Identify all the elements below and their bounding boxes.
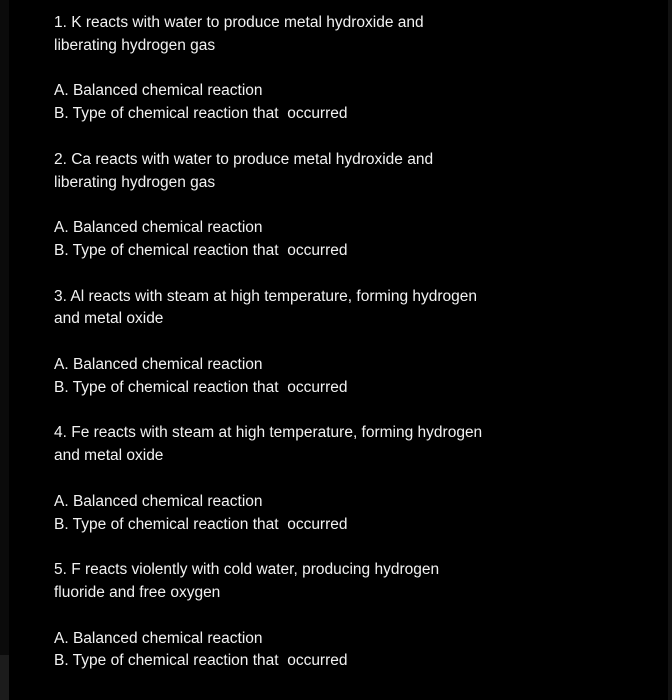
question-list [54, 12, 654, 696]
question-text: 2. Ca reacts with water to produce metal hydroxide and [54, 150, 434, 168]
sub-question-b: B. Type of chemical reaction that occurred [54, 378, 348, 396]
question-text: 3. Al reacts with steam at high temperature, forming hydrogen [54, 287, 478, 305]
left-edge-bottom [0, 655, 9, 700]
question-text-continued: and metal oxide [54, 447, 164, 465]
sub-question-b: B. Type of chemical reaction that occurred [54, 515, 348, 533]
question-block [54, 149, 654, 286]
spacer [54, 58, 654, 81]
question-block [54, 422, 654, 559]
question-block [54, 559, 654, 696]
spacer [54, 126, 654, 149]
sub-question-a: A. Balanced chemical reaction [54, 82, 263, 100]
question-text-continued: liberating hydrogen gas [54, 36, 216, 54]
spacer [54, 194, 654, 217]
sub-question-a: A. Balanced chemical reaction [54, 219, 263, 237]
spacer [54, 605, 654, 628]
question-text-continued: liberating hydrogen gas [54, 173, 216, 191]
sub-question-a: A. Balanced chemical reaction [54, 492, 263, 510]
sub-question-a: A. Balanced chemical reaction [54, 355, 263, 373]
spacer [54, 263, 654, 286]
spacer [54, 400, 654, 423]
question-text: 5. F reacts violently with cold water, producing hydrogen [54, 561, 440, 579]
sub-question-b: B. Type of chemical reaction that occurred [54, 105, 348, 123]
spacer [54, 468, 654, 491]
sub-question-a: A. Balanced chemical reaction [54, 629, 263, 647]
question-block [54, 286, 654, 423]
spacer [54, 331, 654, 354]
spacer [54, 536, 654, 559]
sub-question-b: B. Type of chemical reaction that occurred [54, 652, 348, 670]
question-block [54, 12, 654, 149]
question-text: 4. Fe reacts with steam at high temperature, forming hydrogen [54, 424, 483, 442]
right-edge [668, 0, 672, 700]
left-edge [0, 0, 9, 700]
question-text: 1. K reacts with water to produce metal hydroxide and [54, 14, 424, 31]
spacer [54, 673, 654, 696]
sub-question-b: B. Type of chemical reaction that occurred [54, 241, 348, 259]
question-text-continued: fluoride and free oxygen [54, 583, 221, 601]
question-text-continued: and metal oxide [54, 310, 164, 328]
